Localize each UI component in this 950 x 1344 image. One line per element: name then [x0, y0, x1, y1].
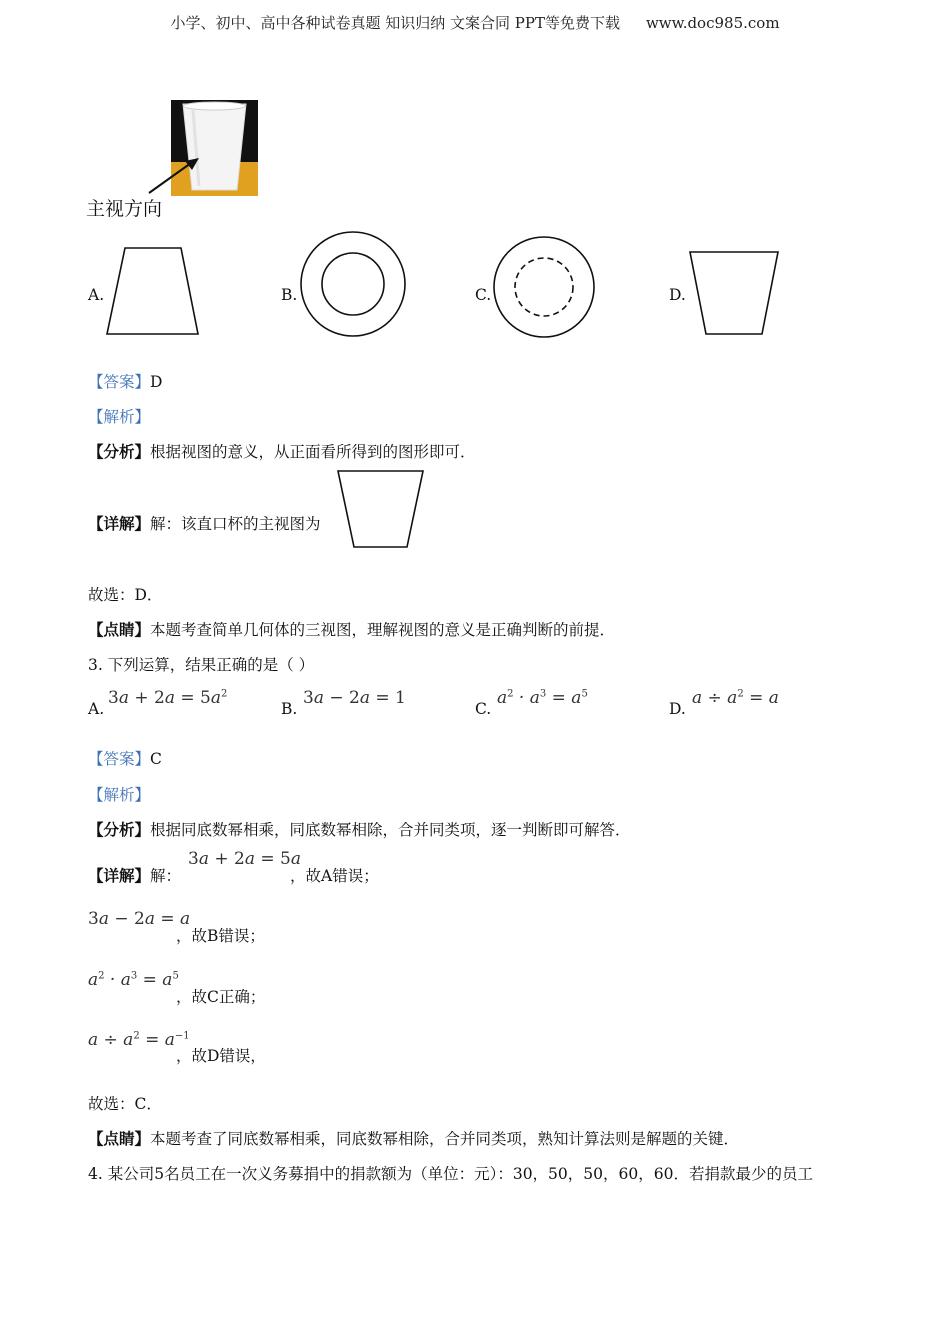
q2-main-view-figure	[334, 467, 428, 551]
view-direction-arrow	[145, 155, 205, 197]
fenxi-text: 根据同底数幂相乘，同底数幂相除，合并同类项，逐一判断即可解答．	[150, 821, 631, 839]
fenxi-text: 根据视图的意义，从正面看所得到的图形即可．	[150, 443, 476, 461]
fenxi-tag: 【分析】	[88, 442, 151, 461]
q3-dianjing	[88, 1127, 739, 1149]
q2-option-a-label: A.	[88, 286, 105, 304]
q3-guxuan: 故选：C．	[88, 1095, 162, 1113]
q2-option-d-figure	[686, 248, 782, 338]
q3-option-d-expr: $a \div a^2 = a$	[692, 688, 779, 708]
answer-tag: 【答案】	[88, 750, 151, 768]
q2-answer	[88, 370, 162, 392]
q3-step-b-expr: 3a − 2a = a	[88, 909, 191, 929]
q3-option-b-expr: 3a − 2a = 1	[303, 688, 406, 708]
q2-option-b-label: B.	[281, 286, 298, 304]
q3-step-c-text: ，故C正确；	[176, 988, 266, 1006]
q3-option-d-label: D.	[669, 700, 686, 718]
q3-option-a-label: A.	[88, 700, 105, 718]
q2-option-a-figure	[104, 244, 204, 338]
dianjing-text: 本题考查简单几何体的三视图，理解视图的意义是正确判断的前提．	[150, 621, 616, 639]
q2-fenxi	[88, 440, 476, 462]
q2-option-c-label: C.	[475, 286, 492, 304]
fenxi-tag: 【分析】	[88, 820, 151, 839]
q3-jiexi-tag: 【解析】	[88, 786, 151, 804]
q3-stem: 3. 下列运算，结果正确的是（ ）	[88, 656, 315, 674]
dianjing-text: 本题考查了同底数幂相乘，同底数幂相除，合并同类项，熟知计算法则是解题的关键．	[150, 1130, 740, 1148]
q3-step-d-expr: $a \div a^2 = a^{-1}$	[88, 1030, 190, 1050]
answer-value: C	[150, 750, 162, 768]
q2-jiexi-tag: 【解析】	[88, 408, 151, 426]
q2-guxuan: 故选：D．	[88, 586, 163, 604]
dianjing-tag: 【点睛】	[88, 1129, 151, 1148]
q3-xiangjie	[88, 864, 181, 886]
dianjing-tag: 【点睛】	[88, 620, 151, 639]
figure-caption: 主视方向	[86, 198, 163, 220]
answer-tag: 【答案】	[88, 373, 151, 391]
header-site: www.doc985.com	[645, 14, 780, 32]
xiangjie-tag: 【详解】	[88, 866, 151, 885]
xiangjie-prefix: 解：	[150, 867, 182, 885]
q3-fenxi	[88, 818, 631, 840]
q3-step-a-expr: 3a + 2a = 5a	[188, 849, 301, 869]
q3-option-c-expr: $a^2 \cdot a^3 = a^5$	[497, 688, 588, 708]
q2-xiangjie	[88, 512, 321, 534]
q3-step-a-text: ，故A错误；	[290, 867, 379, 885]
q3-step-c-expr: $a^2 \cdot a^3 = a^5$	[88, 970, 179, 990]
xiangjie-tag: 【详解】	[88, 514, 151, 533]
q3-option-b-label: B.	[281, 700, 298, 718]
xiangjie-text: 解：该直口杯的主视图为	[150, 515, 321, 533]
page-header	[0, 12, 950, 33]
q2-dianjing	[88, 618, 615, 640]
q2-option-b-figure	[298, 229, 408, 339]
header-text: 小学、初中、高中各种试卷真题 知识归纳 文案合同 PPT等免费下载	[170, 14, 620, 32]
q3-option-c-label: C.	[475, 700, 492, 718]
q4-stem: 4. 某公司5名员工在一次义务募捐中的捐款额为（单位：元）：30，50，50，60，60．若捐款最少的员工	[88, 1165, 813, 1183]
q2-option-d-label: D.	[669, 286, 686, 304]
answer-value: D	[150, 373, 163, 391]
q3-option-a-expr: $3a + 2a = 5a^2$	[108, 688, 228, 708]
q2-option-c-figure	[491, 234, 597, 340]
q3-step-d-text: ，故D错误，	[176, 1047, 266, 1065]
q3-step-b-text: ，故B错误；	[176, 927, 265, 945]
q3-answer	[88, 747, 162, 769]
